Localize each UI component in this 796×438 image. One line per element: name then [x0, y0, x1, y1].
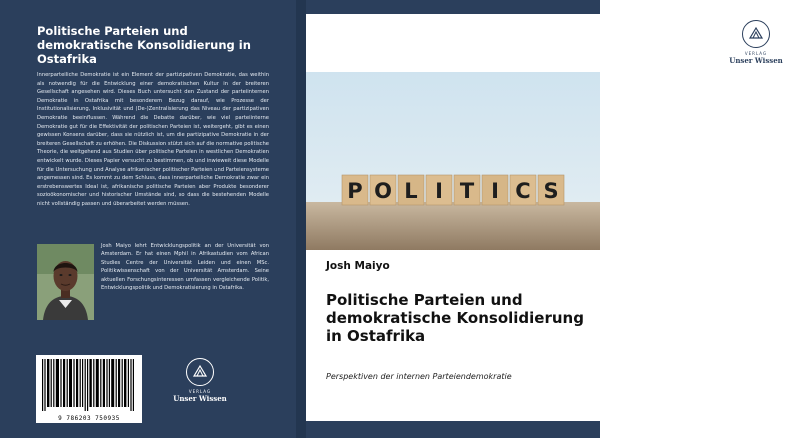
front-title: Politische Parteien und demokratische Konsolidierung in Ostafrika — [326, 291, 584, 345]
front-author-name: Josh Maiyo — [326, 260, 390, 272]
block-letter: O — [374, 179, 392, 203]
author-photo — [37, 244, 94, 320]
publisher-verlag-label: VERLAG — [744, 51, 768, 56]
barcode-bars — [36, 355, 142, 413]
author-bio: Josh Maiyo lehrt Entwicklungspolitik an der Universität von Amsterdam. Er hat einen Mphil in Afrikastudien vom African Studies Centre der Universität Leiden und einen MSc. Politikwissenschaft von der Universität Amsterdam. Seine aktuellen Forschungsinteressen umfassen vergleichende Politik, Entwicklungspolitik und Demokratisierung in Ostafrika. — [101, 243, 269, 292]
block-letter: C — [515, 179, 531, 203]
cover-photo-politics-blocks — [306, 72, 600, 250]
publisher-logo-front — [716, 20, 796, 65]
publisher-emblem-icon — [186, 358, 214, 386]
block-letter: I — [491, 179, 499, 203]
publisher-logo-back — [170, 358, 230, 403]
front-bottom-band — [306, 421, 600, 438]
back-cover-title: Politische Parteien und demokratische Konsolidierung in Ostafrika — [37, 24, 251, 66]
barcode — [36, 355, 142, 423]
front-subtitle: Perspektiven der internen Parteiendemokratie — [326, 372, 512, 381]
block-letter: I — [435, 179, 443, 203]
back-cover-blurb: Innerparteiliche Demokratie ist ein Element der partizipativen Demokratie, das weithin als notwendig für die Entwicklung einer demokratischen Kultur in der breiteren Gesellschaft angesehen wird. Dieses Buch untersucht den Zustand der parteiinternen Demokratie in Ostafrika mit besonderem Bezug darauf, wie Prozesse der Institutionalisierung, Inklusivität und (De-)Zentralisierung das Niveau der partizipativen Demokratie beeinflussen. Während die Debatte darüber, wie viel parteiinterne Demokratie gut für die Effektivität der politischen Parteien ist, weitergeht, gibt es einen gewissen Konsens darüber, dass sie nützlich ist, um die partizipative Demokratie in der breiteren Gesellschaft zu erhöhen. Die Diskussion stützt sich auf die normative politische Theorie, die weitgehend aus Studien über politische Parteien in westlichen Demokratien entwickelt wurde. Dieses Papier versucht zu bestimmen, ob und inwieweit diese Modelle für die Untersuchung und Analyse afrikanischer politischer Parteien und Parteiensysteme angemessen sind. Es kommt zu dem Schluss, dass innerparteiliche Demokratie zwar ein erstrebenswertes Ideal ist, afrikanische politische Parteien aber Produkte besonderer sozioökonomischer und historischer Umstände sind, so dass die bestehenden Modelle nicht vollständig passen und überarbeitet werden müssen. — [37, 72, 269, 207]
publisher-name: Unser Wissen — [173, 394, 227, 403]
barcode-number: 9 786203 750935 — [58, 415, 120, 422]
front-cover — [306, 0, 783, 438]
book-spine — [296, 0, 306, 438]
block-letter: P — [347, 179, 363, 203]
front-top-band — [306, 0, 600, 14]
block-letter: S — [543, 179, 559, 203]
publisher-emblem-icon — [742, 20, 770, 48]
publisher-verlag-label: VERLAG — [188, 389, 212, 394]
block-letter: T — [459, 179, 475, 203]
block-letter: L — [404, 179, 418, 203]
publisher-name: Unser Wissen — [729, 56, 783, 65]
back-cover — [0, 0, 296, 438]
